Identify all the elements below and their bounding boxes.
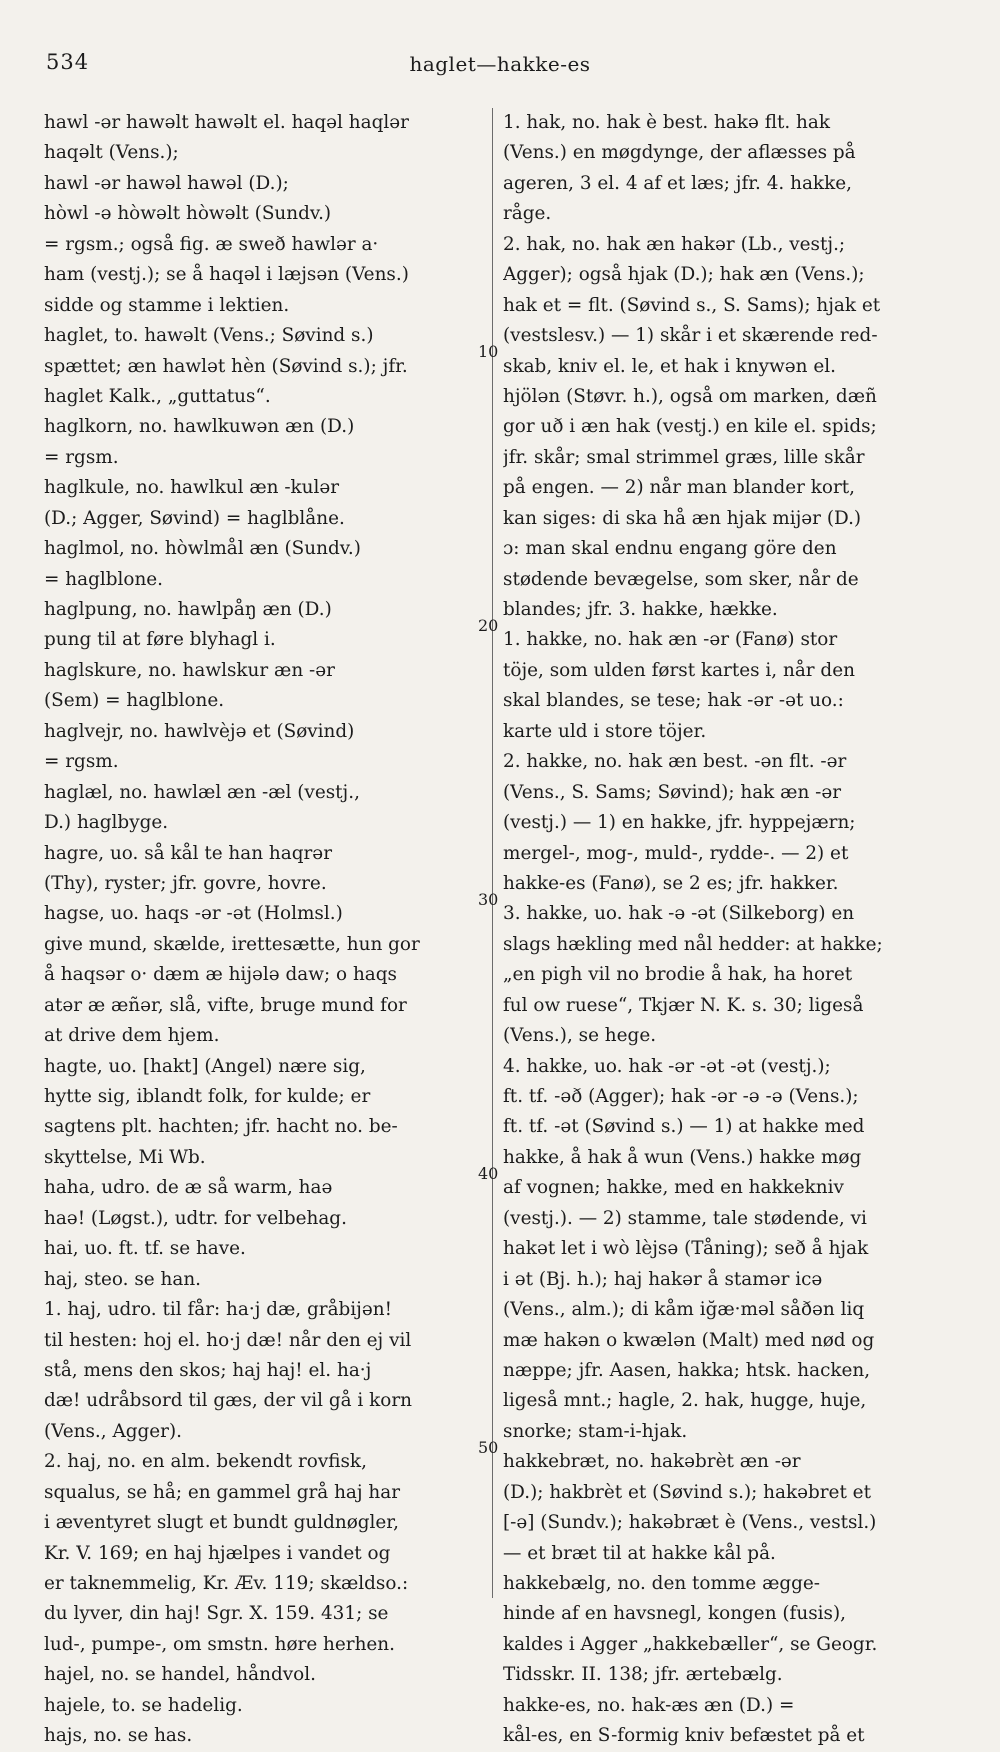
right-column-line: hakkebælg, no. den tomme ægge- xyxy=(503,1573,821,1594)
left-column-line: haqəlt (Vens.); xyxy=(44,142,179,164)
right-column-line: (vestj.). — 2) stamme, tale stødende, vi xyxy=(503,1207,867,1229)
left-column-line: 2. haj, no. en alm. bekendt rovfisk, xyxy=(44,1451,367,1473)
left-column-line: haglkule, no. hawlkul æn -kulər xyxy=(44,477,340,499)
left-column-line: D.) haglbyge. xyxy=(44,812,169,834)
left-column-line: at drive dem hjem. xyxy=(44,1025,220,1047)
left-column-line: squalus, se hå; en gammel grå haj har xyxy=(44,1481,401,1503)
right-column-line: [-ə] (Sundv.); hakəbræt è (Vens., vestsl.) xyxy=(503,1512,877,1534)
left-column-line: haglkorn, no. hawlkuwən æn (D.) xyxy=(44,416,355,438)
right-column-line: slags hækling med nål hedder: at hakke; xyxy=(503,933,883,955)
left-column xyxy=(44,108,480,1752)
left-column-line: Kr. V. 169; en haj hjælpes i vandet og xyxy=(44,1542,391,1564)
left-column-line: spættet; æn hawlət hèn (Søvind s.); jfr. xyxy=(44,355,408,377)
left-column-line: haglskure, no. hawlskur æn -ər xyxy=(44,659,335,681)
right-column-line: (Vens.) en møgdynge, der aflæsses på xyxy=(503,142,856,164)
left-column-line: hagre, uo. så kål te han haqrər xyxy=(44,842,332,864)
left-column-line: haə! (Løgst.), udtr. for velbehag. xyxy=(44,1207,347,1229)
right-column-line: (D.); hakbrèt et (Søvind s.); hakəbret et xyxy=(503,1481,871,1503)
left-column-line: er taknemmelig, Kr. Æv. 119; skældso.: xyxy=(44,1573,409,1594)
right-column-line: mæ hakən o kwælən (Malt) med nød og xyxy=(503,1329,875,1351)
right-column-line: næppe; jfr. Aasen, hakka; htsk. hacken, xyxy=(503,1359,871,1381)
running-head: haglet—hakke-es xyxy=(409,52,591,76)
right-column-line: skab, kniv el. le, et hak i knywən el. xyxy=(503,355,836,377)
page-number: 534 xyxy=(46,50,90,74)
right-column-line: hakkebræt, no. hakəbrèt æn -ər xyxy=(503,1451,801,1473)
right-column-line: töje, som ulden først kartes i, når den xyxy=(503,659,855,681)
line-number: 50 xyxy=(478,1438,499,1457)
right-column-line: hakət let i wò lèjsə (Tåning); seð å hjak xyxy=(503,1238,869,1260)
right-column-line: 1. hakke, no. hak æn -ər (Fanø) stor xyxy=(503,629,838,651)
left-column-line: give mund, skælde, irettesætte, hun gor xyxy=(44,933,420,955)
left-column-line: = haglblone. xyxy=(44,568,164,590)
right-column-line: (vestj.) — 1) en hakke, jfr. hyppejærn; xyxy=(503,812,856,834)
right-column-line: karte uld i store töjer. xyxy=(503,720,707,742)
right-column-line: (Vens., alm.); di kåm iğæ·məl såðən liq xyxy=(503,1299,865,1321)
left-column-line: haha, udro. de æ så warm, haə xyxy=(44,1177,333,1199)
left-column-line: du lyver, din haj! Sgr. X. 159. 431; se xyxy=(44,1603,389,1625)
left-column-line: haglvejr, no. hawlvèjə et (Søvind) xyxy=(44,720,355,742)
right-column-line: stødende bevægelse, som sker, når de xyxy=(503,568,859,590)
left-column-line: haglæl, no. hawlæl æn -æl (vestj., xyxy=(44,781,360,803)
left-column-line: (Thy), ryster; jfr. govre, hovre. xyxy=(44,872,327,894)
right-column-line: (Vens.), se hege. xyxy=(503,1025,657,1047)
right-column-line: 3. hakke, uo. hak -ə -ət (Silkeborg) en xyxy=(503,903,855,925)
right-column-line: mergel-, mog-, muld-, rydde-. — 2) et xyxy=(503,842,849,864)
right-column-line: jfr. skår; smal strimmel græs, lille skår xyxy=(503,446,865,468)
left-column-line: (Vens., Agger). xyxy=(44,1420,182,1442)
right-column-line: kan siges: di ska hå æn hjak mijər (D.) xyxy=(503,507,862,529)
right-column-line: 2. hak, no. hak æn hakər (Lb., vestj.; xyxy=(503,233,846,255)
left-column-line: 1. haj, udro. til får: ha·j dæ, gråbijən! xyxy=(44,1299,393,1321)
page-header xyxy=(0,50,1000,84)
left-column-line: hagte, uo. [hakt] (Angel) nære sig, xyxy=(44,1055,366,1077)
left-column-line: ham (vestj.); se å haqəl i læjsən (Vens.) xyxy=(44,264,409,286)
left-column-line: = rgsm.; også fig. æ sweð hawlər a· xyxy=(44,233,379,255)
left-column-line: sagtens plt. hachten; jfr. hacht no. be- xyxy=(44,1116,398,1138)
left-column-line: hawl -ər hawəlt hawəlt el. haqəl haqlər xyxy=(44,112,409,133)
right-column-line: gor uð i æn hak (vestj.) en kile el. spids; xyxy=(503,416,877,438)
left-column-line: hajel, no. se handel, håndvol. xyxy=(44,1664,316,1686)
right-column-line: hak et = flt. (Søvind s., S. Sams); hjak et xyxy=(503,294,881,316)
right-column-line: hjölən (Støvr. h.), også om marken, dæñ xyxy=(503,385,877,407)
line-number: 40 xyxy=(478,1164,499,1183)
left-column-line: i æventyret slugt et bundt guldnøgler, xyxy=(44,1512,399,1534)
right-column xyxy=(503,108,945,1752)
right-column-line: — et bræt til at hakke kål på. xyxy=(503,1542,776,1564)
left-column-line: hagse, uo. haqs -ər -ət (Holmsl.) xyxy=(44,903,343,925)
left-column-line: hai, uo. ft. tf. se have. xyxy=(44,1238,246,1260)
right-column-line: Agger); også hjak (D.); hak æn (Vens.); xyxy=(503,264,865,286)
right-column-line: snorke; stam-i-hjak. xyxy=(503,1420,688,1442)
right-column-line: blandes; jfr. 3. hakke, hække. xyxy=(503,599,778,620)
right-column-line: skal blandes, se tese; hak -ər -ət uo.: xyxy=(503,690,844,712)
right-column-line: hakke-es (Fanø), se 2 es; jfr. hakker. xyxy=(503,872,839,894)
right-column-line: 1. hak, no. hak è best. hakə flt. hak xyxy=(503,112,831,133)
right-column-line: ful ow ruese“, Tkjær N. K. s. 30; ligeså xyxy=(503,994,864,1016)
right-column-line: ligeså mnt.; hagle, 2. hak, hugge, huje, xyxy=(503,1390,867,1412)
line-number: 30 xyxy=(478,890,499,909)
left-column-line: å haqsər o· dæm æ hijələ daw; o haqs xyxy=(44,964,397,986)
left-column-line: haglmol, no. hòwlmål æn (Sundv.) xyxy=(44,538,361,560)
right-column-line: Tidsskr. II. 138; jfr. ærtebælg. xyxy=(503,1664,783,1686)
left-column-line: hajele, to. se hadelig. xyxy=(44,1694,243,1716)
line-number: 10 xyxy=(478,342,499,361)
right-column-line: hinde af en havsnegl, kongen (fusis), xyxy=(503,1603,846,1625)
right-column-line: ɔ: man skal endnu engang göre den xyxy=(503,538,837,560)
right-column-line: hakke-es, no. hak-æs æn (D.) = xyxy=(503,1694,795,1716)
left-column-line: haglpung, no. hawlpåŋ æn (D.) xyxy=(44,599,332,620)
right-column-line: (Vens., S. Sams; Søvind); hak æn -ər xyxy=(503,781,842,803)
right-column-line: 2. hakke, no. hak æn best. -ən flt. -ər xyxy=(503,751,847,773)
right-column-line: ageren, 3 el. 4 af et læs; jfr. 4. hakke, xyxy=(503,172,852,194)
right-column-line: af vognen; hakke, med en hakkekniv xyxy=(503,1177,844,1199)
left-column-line: hajs, no. se has. xyxy=(44,1725,193,1747)
left-column-line: hòwl -ə hòwəlt hòwəlt (Sundv.) xyxy=(44,203,332,225)
right-column-line: kål-es, en S-formig kniv befæstet på et xyxy=(503,1725,865,1747)
right-column-line: 4. hakke, uo. hak -ər -ət -ət (vestj.); xyxy=(503,1055,831,1077)
left-column-line: (Sem) = haglblone. xyxy=(44,690,225,712)
left-column-line: hytte sig, iblandt folk, for kulde; er xyxy=(44,1086,371,1107)
right-column-line: på engen. — 2) når man blander kort, xyxy=(503,477,855,499)
right-column-line: (vestslesv.) — 1) skår i et skærende red- xyxy=(503,325,878,347)
left-column-line: stå, mens den skos; haj haj! el. ha·j xyxy=(44,1359,372,1381)
right-column-line: råge. xyxy=(503,203,552,225)
left-column-line: dæ! udråbsord til gæs, der vil gå i korn xyxy=(44,1390,413,1412)
left-column-line: haglet Kalk., „guttatus“. xyxy=(44,385,271,407)
left-column-line: sidde og stamme i lektien. xyxy=(44,294,290,316)
left-column-line: skyttelse, Mi Wb. xyxy=(44,1146,206,1168)
right-column-line: kaldes i Agger „hakkebæller“, se Geogr. xyxy=(503,1633,878,1655)
right-column-line: i ət (Bj. h.); haj hakər å stamər icə xyxy=(503,1268,823,1290)
left-column-line: pung til at føre blyhagl i. xyxy=(44,629,276,651)
line-number: 20 xyxy=(478,616,499,635)
left-column-line: = rgsm. xyxy=(44,751,119,773)
left-column-line: lud-, pumpe-, om smstn. høre herhen. xyxy=(44,1633,395,1655)
left-column-line: atər æ æñər, slå, vifte, bruge mund for xyxy=(44,994,407,1016)
left-column-line: haj, steo. se han. xyxy=(44,1268,202,1290)
right-column-line: ft. tf. -ət (Søvind s.) — 1) at hakke med xyxy=(503,1116,865,1138)
right-column-line: „en pigh vil no brodie å hak, ha horet xyxy=(503,964,853,986)
right-column-line: hakke, å hak å wun (Vens.) hakke møg xyxy=(503,1146,862,1168)
left-column-line: (D.; Agger, Søvind) = haglblåne. xyxy=(44,507,345,529)
left-column-line: hawl -ər hawəl hawəl (D.); xyxy=(44,172,289,194)
right-column-line: ft. tf. -əð (Agger); hak -ər -ə -ə (Vens.); xyxy=(503,1086,859,1107)
left-column-line: haglet, to. hawəlt (Vens.; Søvind s.) xyxy=(44,325,374,347)
column-divider xyxy=(492,108,493,1598)
left-column-line: til hesten: hoj el. ho·j dæ! når den ej vil xyxy=(44,1329,412,1351)
left-column-line: = rgsm. xyxy=(44,446,119,468)
